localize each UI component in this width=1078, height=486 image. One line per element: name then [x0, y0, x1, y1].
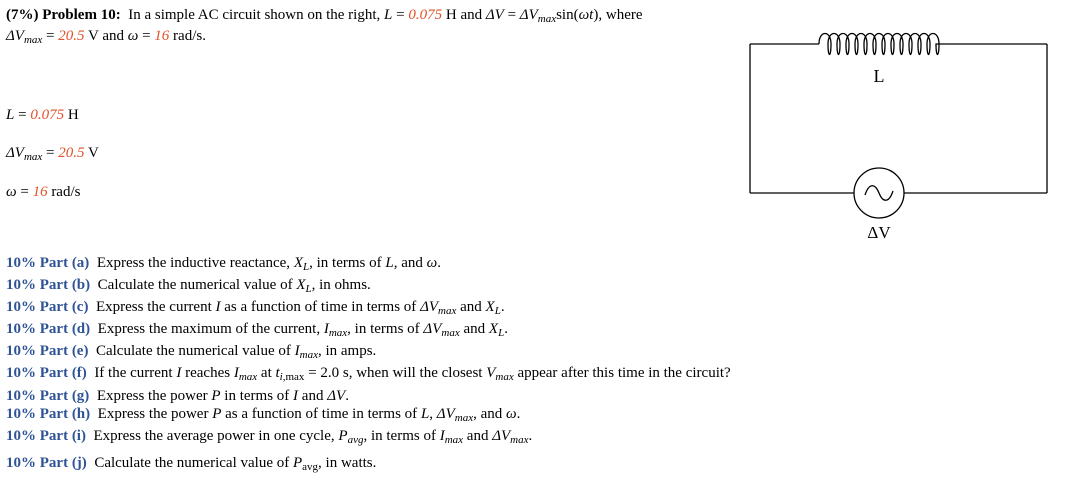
part-h[interactable]: 10% Part (h) Express the power P as a function of time in terms of L, $\Delta V_{max}$, and ω.	[6, 406, 521, 424]
problem-header-line2: $\Delta V_{max} = 20.5$ V and ω = 16 rad/s.	[6, 28, 206, 46]
problem-intro: In a simple AC circuit shown on the right,	[128, 7, 381, 23]
given-omega: ω = 16 rad/s	[6, 184, 81, 200]
L-value-inline: 0.075	[408, 7, 443, 23]
part-j[interactable]: 10% Part (j) Calculate the numerical value of $P_{avg}$, in watts.	[6, 455, 377, 473]
part-b[interactable]: 10% Part (b) Calculate the numerical value of $X_L$, in ohms.	[6, 277, 371, 295]
circuit-diagram	[744, 18, 1054, 246]
source-label: ΔV	[867, 223, 891, 242]
problem-percent: (7%)	[6, 7, 39, 23]
part-i[interactable]: 10% Part (i) Express the average power in one cycle, $P_{avg}$, in terms of $I_{max}$ and $\Delta V_{max}$.	[6, 428, 533, 446]
part-c[interactable]: 10% Part (c) Express the current I as a function of time in terms of $\Delta V_{max}$ and $X_L$.	[6, 299, 505, 317]
problem-number: Problem 10:	[42, 7, 121, 23]
problem-header: (7%) Problem 10: In a simple AC circuit shown on the right, L = 0.075 H and $\Delta V = \Delta V_{max}\sin(\omega t)$, where	[6, 7, 643, 25]
part-a[interactable]: 10% Part (a) Express the inductive reactance, $X_L$, in terms of L, and ω.	[6, 255, 441, 273]
inductor-coil-icon	[819, 34, 939, 55]
inductor-label: L	[873, 66, 885, 86]
part-f[interactable]: 10% Part (f) If the current I reaches $I_{max}$ at $t_{i,max} = 2.0$ s, when will the closest $V_{max}$ appear after this time in the circuit?	[6, 365, 731, 383]
part-d[interactable]: 10% Part (d) Express the maximum of the current, $I_{max}$, in terms of $\Delta V_{max}$ and $X_L$.	[6, 321, 508, 339]
part-e[interactable]: 10% Part (e) Calculate the numerical value of $I_{max}$, in amps.	[6, 343, 377, 361]
given-Vmax: $\Delta V_{max} = 20.5$ V	[6, 145, 99, 163]
sine-wave-icon	[865, 186, 893, 201]
omega-value-inline: 16	[154, 28, 170, 44]
Vmax-value-inline: 20.5	[58, 28, 85, 44]
given-L: L = 0.075 H	[6, 107, 79, 123]
part-g[interactable]: 10% Part (g) Express the power P in terms of I and ΔV.	[6, 388, 349, 404]
